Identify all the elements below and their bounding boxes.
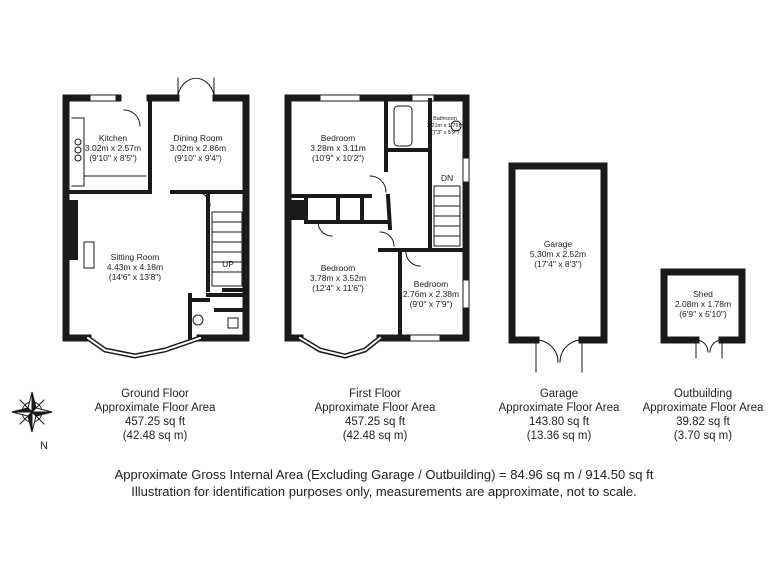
garage-plan	[512, 166, 604, 372]
ground-floor-caption	[80, 387, 230, 443]
ground-floor-chimney	[66, 200, 78, 260]
bedroom-1-metric: 3.28m x 3.11m	[310, 143, 366, 153]
disclaimer-note: Illustration for identification purposes only, measurements are approximate, not to scale.	[131, 484, 637, 499]
caption-title: Outbuilding	[673, 388, 733, 400]
stairs-up-label: UP	[222, 259, 234, 269]
caption-sqft: 39.82 sq ft	[676, 416, 730, 428]
bedroom-2-imperial: (12'4" x 11'6")	[312, 283, 364, 293]
dining-room-metric: 3.02m x 2.86m	[169, 143, 227, 153]
stairs-down-label: DN	[440, 173, 454, 183]
kitchen-name: Kitchen	[98, 133, 128, 143]
caption-sqm: (13.36 sq m)	[526, 430, 592, 442]
shed-metric: 2.08m x 1.78m	[674, 299, 732, 309]
garage-caption	[484, 387, 634, 443]
caption-title: Ground Floor	[121, 388, 189, 400]
caption-sqm: (3.70 sq m)	[673, 430, 733, 442]
bedroom-3-imperial: (9'0" x 7'9")	[409, 299, 453, 309]
compass-rose-icon	[12, 392, 52, 432]
bedroom-3-metric: 2.76m x 2.38m	[402, 289, 460, 299]
kitchen-metric: 3.02m x 2.57m	[84, 143, 142, 153]
garage-imperial: (17'4" x 8'3")	[534, 259, 582, 269]
sitting-room-imperial: (14'6" x 13'8")	[108, 272, 162, 282]
caption-title: Garage	[539, 388, 579, 400]
kitchen-imperial: (9'10" x 8'5")	[89, 153, 137, 163]
caption-sqm: (42.48 sq m)	[122, 430, 188, 442]
sitting-room-metric: 4.43m x 4.18m	[106, 262, 164, 272]
shed-door	[696, 340, 722, 358]
bedroom-1-imperial: (10'9" x 10'2")	[311, 153, 365, 163]
garage-doors	[536, 340, 582, 372]
ground-floor-patio-door	[178, 78, 214, 98]
footer-notes	[0, 466, 768, 500]
bathroom-imperial: (7'3" x 5'9")	[431, 130, 459, 136]
caption-subtitle: Approximate Floor Area	[314, 402, 436, 414]
shed-name: Shed	[693, 289, 713, 299]
compass-north-label: N	[40, 440, 48, 452]
caption-sqft: 143.80 sq ft	[528, 416, 590, 428]
gross-area-note: Approximate Gross Internal Area (Excluding Garage / Outbuilding) = 84.96 sq m / 914.50 sq ft	[114, 467, 654, 482]
dining-room-imperial: (9'10" x 9'4")	[174, 153, 222, 163]
bath-icon	[394, 106, 412, 146]
bathroom-name: Bathroom	[433, 116, 457, 122]
outbuilding-caption	[630, 387, 768, 443]
caption-subtitle: Approximate Floor Area	[498, 402, 620, 414]
sitting-room-name: Sitting Room	[110, 252, 160, 262]
ground-floor-staircase	[212, 212, 242, 286]
caption-subtitle: Approximate Floor Area	[642, 402, 764, 414]
garage-metric: 5.30m x 2.52m	[529, 249, 587, 259]
first-floor-caption	[300, 387, 450, 443]
caption-title: First Floor	[349, 388, 401, 400]
dining-room-name: Dining Room	[173, 133, 223, 143]
bathroom-metric: 2.21m x 1.76m	[426, 123, 464, 129]
bedroom-2-name: Bedroom	[320, 263, 356, 273]
caption-sqft: 457.25 sq ft	[124, 416, 186, 428]
caption-subtitle: Approximate Floor Area	[94, 402, 216, 414]
bedroom-2-metric: 3.78m x 3.52m	[309, 273, 367, 283]
caption-sqm: (42.48 sq m)	[342, 430, 408, 442]
garage-name: Garage	[543, 239, 573, 249]
caption-sqft: 457.25 sq ft	[344, 416, 406, 428]
bedroom-1-name: Bedroom	[320, 133, 356, 143]
ground-floor-plan	[66, 78, 246, 356]
first-floor-staircase	[434, 186, 460, 246]
shed-imperial: (6'9" x 5'10")	[679, 309, 727, 319]
bedroom-3-name: Bedroom	[413, 279, 449, 289]
